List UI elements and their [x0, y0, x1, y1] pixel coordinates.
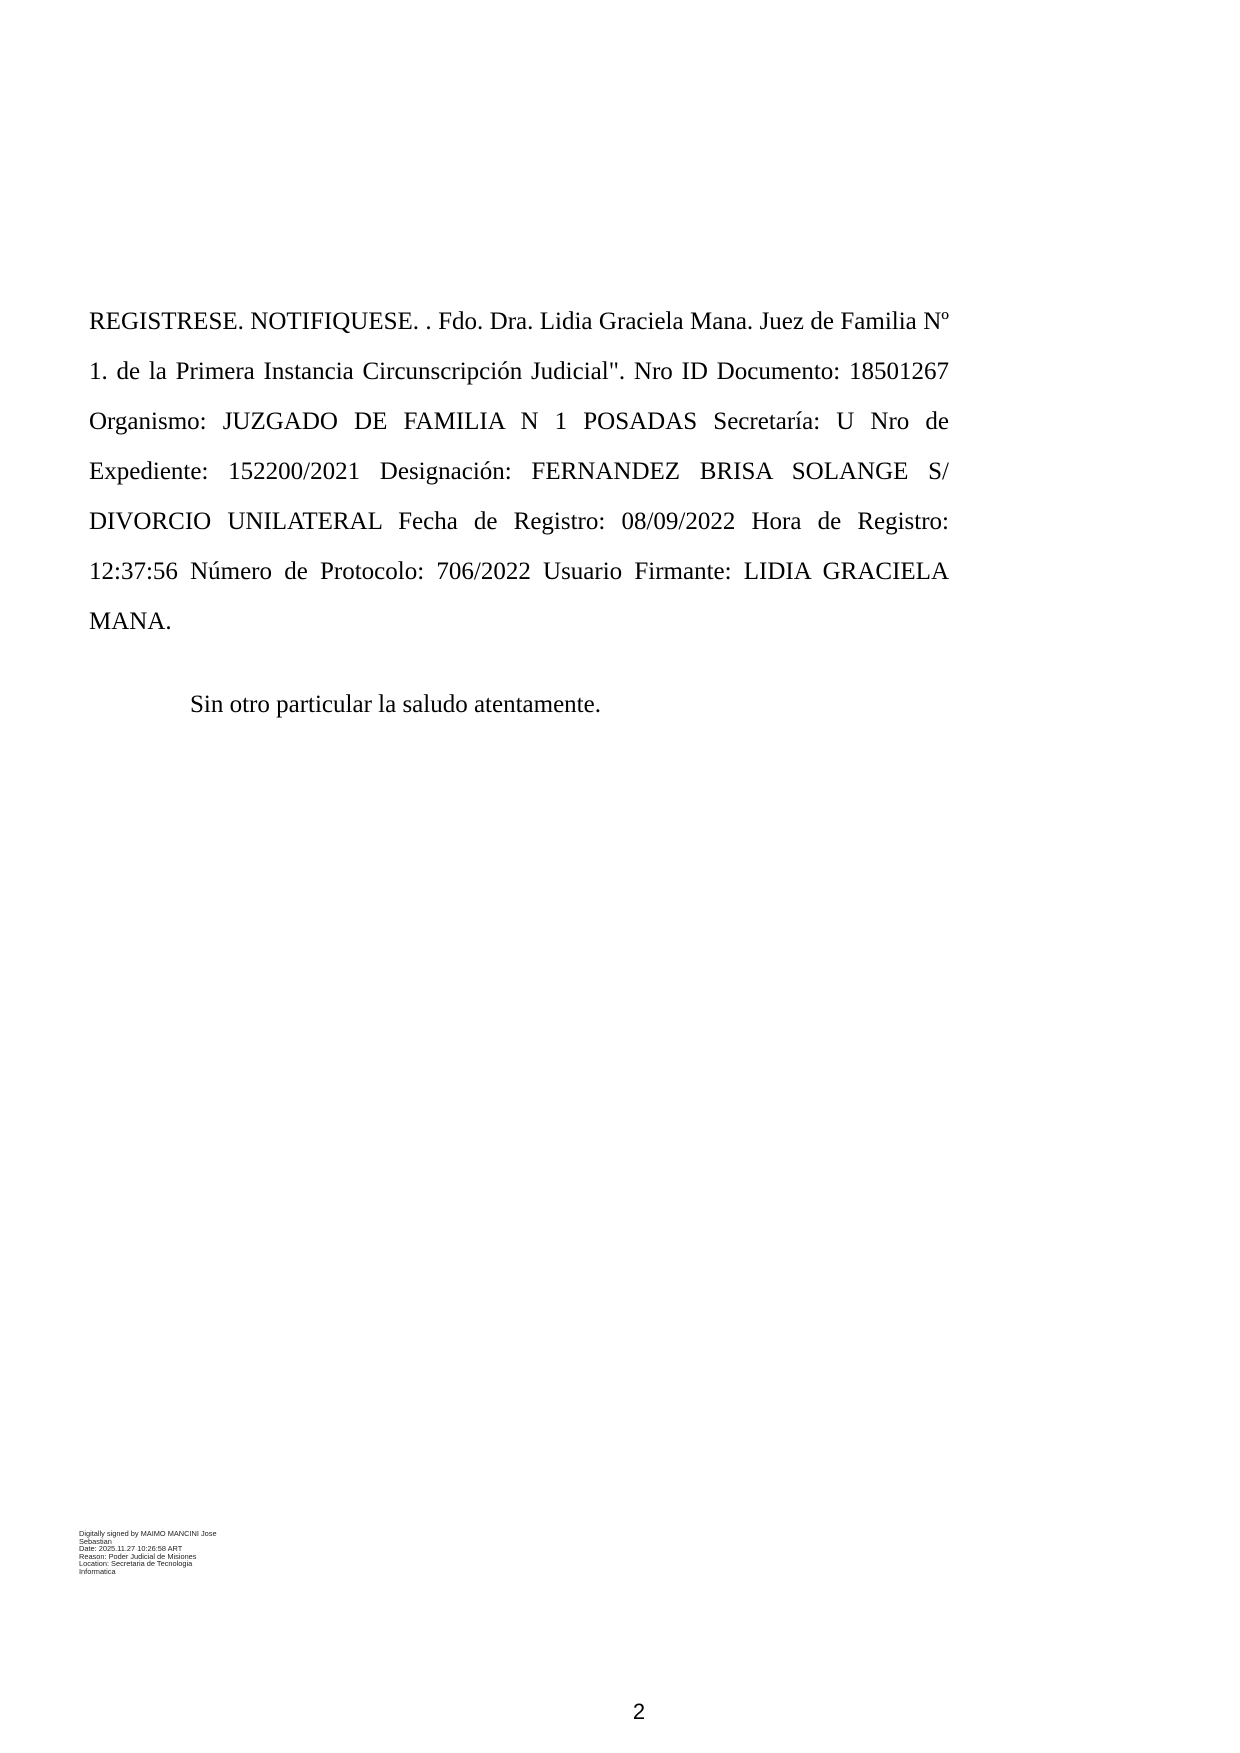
body-paragraph — [89, 297, 949, 647]
body-line: 1. de la Primera Instancia Circunscripción Judicial". Nro ID Documento: 18501267 — [89, 358, 949, 385]
signature-line: Location: Secretaria de Tecnologia — [79, 1559, 193, 1569]
body-line: Organismo: JUZGADO DE FAMILIA N 1 POSADAS Secretaría: U Nro de — [89, 408, 949, 435]
body-line: 12:37:56 Número de Protocolo: 706/2022 Usuario Firmante: LIDIA GRACIELA — [89, 558, 949, 585]
body-line: MANA. — [89, 608, 172, 635]
page-number-value: 2 — [632, 1699, 646, 1724]
signature-line: Sebastian — [79, 1536, 112, 1546]
signature-line: Reason: Poder Judicial de Misiones — [79, 1551, 197, 1561]
body-line: REGISTRESE. NOTIFIQUESE. . Fdo. Dra. Lidia Graciela Mana. Juez de Familia Nº — [89, 308, 949, 335]
page-number — [0, 1700, 1240, 1724]
closing-sentence: Sin otro particular la saludo atentamente. — [190, 691, 601, 718]
digital-signature-block — [79, 1530, 279, 1576]
body-line: DIVORCIO UNILATERAL Fecha de Registro: 08/09/2022 Hora de Registro: — [89, 508, 949, 535]
body-line: Expediente: 152200/2021 Designación: FERNANDEZ BRISA SOLANGE S/ — [89, 458, 949, 485]
signature-line: Date: 2025.11.27 10:26:58 ART — [79, 1544, 183, 1554]
signature-line: Informatica — [79, 1566, 116, 1576]
signature-line: Digitally signed by MAIMO MANCINI Jose — [79, 1529, 217, 1538]
